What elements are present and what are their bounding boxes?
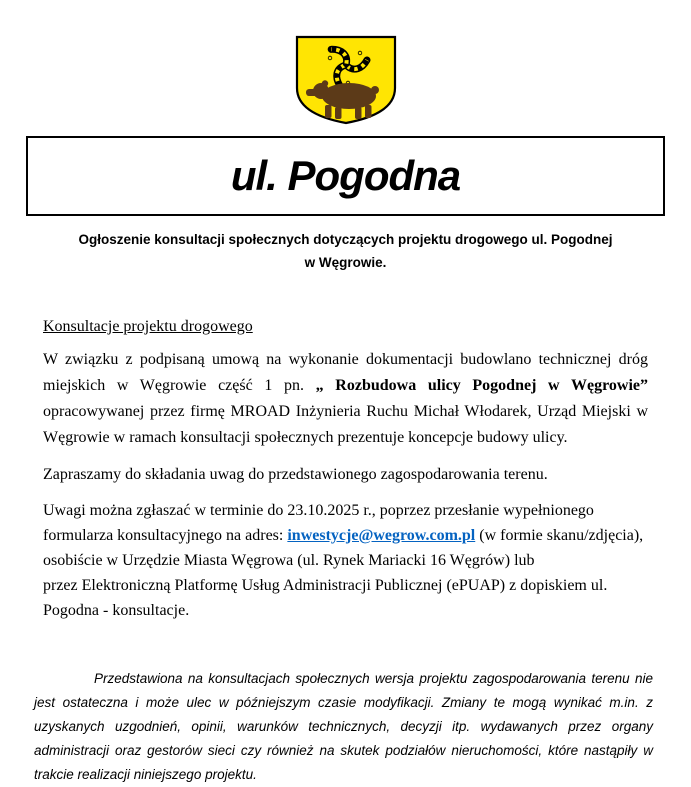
text-run: Uwagi można zgłaszać w terminie do 23.10.2025 r., poprzez przesłanie wypełnionego formularza konsultacyjnego na adres: [43, 501, 594, 544]
disclaimer-note: Przedstawiona na konsultacjach społecznych wersja projektu zagospodarowania terenu nie jest ostateczna i może ulec w późniejszym czasie modyfikacji. Zmiany te mogą wynikać m.in. z uzyskanych uzgodnień, opinii, warunków technicznych, decyzji itp. wydawanych przez organy administracji oraz gestorów sieci czy również na skutek podziałów nieruchomości, które nastąpiły w trakcie realizacji niniejszego projektu. [34, 670, 653, 782]
text-run: „ Rozbudowa ulicy Pogodnej w Węgrowie” [315, 376, 648, 394]
text-run: opracowywanej przez firmę MROAD Inżynieria Ruchu Michał Włodarek, Urząd Miejski w Węgrowie w ramach konsultacji społecznych prezentuje koncepcje budowy ulicy. [43, 402, 648, 446]
text-run: (w formie skanu/zdjęcia), osobiście w Urzędzie Miasta Węgrowa (ul. Rynek Mariacki 16 Węgrów) lub [43, 526, 644, 569]
paragraph-invitation [43, 462, 648, 487]
subtitle-line-2: w Węgrowie. [304, 254, 387, 270]
title-box [26, 136, 665, 216]
section-heading: Konsultacje projektu drogowego [43, 317, 253, 335]
text-run: przez Elektroniczną Platformę Usług Administracji Publicznej (ePUAP) z dopiskiem ul. Pogodna - konsultacje. [43, 576, 608, 619]
paragraph-intro [43, 347, 648, 451]
document-page [0, 34, 691, 782]
paragraph-submission-details [43, 498, 648, 623]
page-title: ul. Pogodna [230, 152, 461, 199]
subtitle-line-1: Ogłoszenie konsultacji społecznych dotyczących projektu drogowego ul. Pogodnej [78, 232, 613, 247]
text-run: W związku z podpisaną umową na wykonanie dokumentacji budowlano technicznej dróg miejskich w Węgrowie część 1 pn. [43, 350, 648, 394]
wegrow-coat-of-arms-icon [290, 34, 402, 126]
text-run: Zapraszamy do składania uwag do przedstawionego zagospodarowania terenu. [43, 465, 548, 483]
announcement-subtitle [36, 229, 656, 275]
email-link[interactable]: inwestycje@wegrow.com.pl [287, 526, 476, 544]
